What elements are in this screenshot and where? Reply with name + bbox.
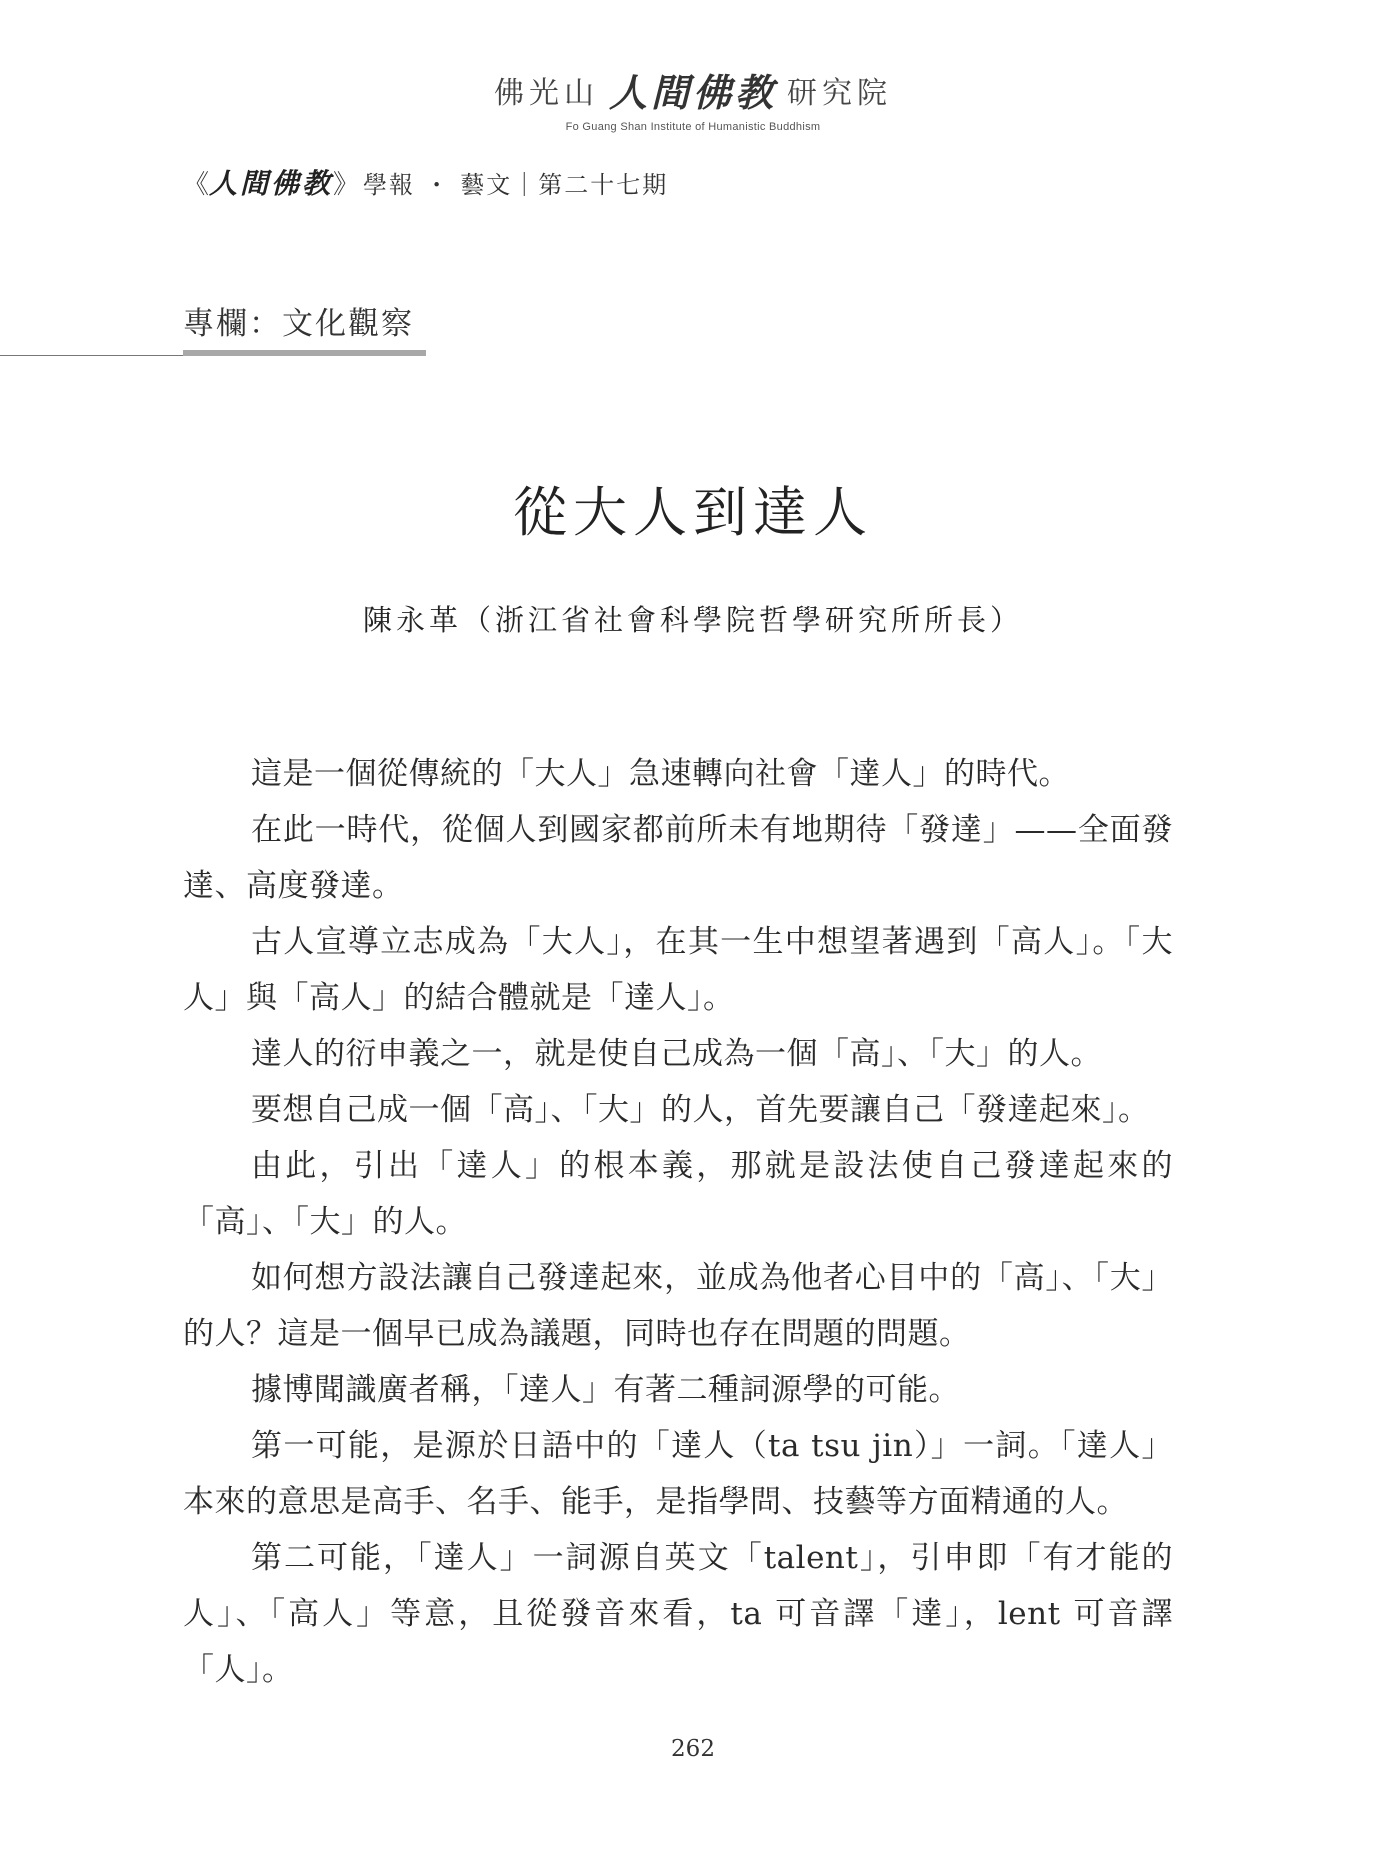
institute-header: [0, 62, 1386, 133]
paragraph: 第一可能，是源於日語中的「達人（ta tsu jin）」一詞。「達人」本來的意思是高手、名手、能手，是指學問、技藝等方面精通的人。: [183, 1428, 1173, 1520]
paragraph: 如何想方設法讓自己發達起來，並成為他者心目中的「高」、「大」的人？這是一個早已成為議題，同時也存在問題的問題。: [183, 1260, 1173, 1352]
journal-right-bracket: 》: [333, 169, 360, 200]
journal-left-bracket: 《: [183, 169, 210, 200]
paragraph: 由此，引出「達人」的根本義，那就是設法使自己發達起來的「高」、「大」的人。: [183, 1148, 1173, 1240]
paragraph: 古人宣導立志成為「大人」，在其一生中想望著遇到「高人」。「大人」與「高人」的結合體就是「達人」。: [183, 924, 1173, 1016]
article-author: 陳永革（浙江省社會科學院哲學研究所所長）: [362, 603, 1023, 637]
paragraph: 據博聞識廣者稱，「達人」有著二種詞源學的可能。: [251, 1372, 960, 1408]
page-number: 262: [671, 1736, 715, 1762]
article-title: 從大人到達人: [513, 481, 873, 544]
journal-running-head: [183, 162, 668, 202]
journal-issue: 學報 ・ 藝文｜第二十七期: [363, 170, 669, 199]
paragraph: 這是一個從傳統的「大人」急速轉向社會「達人」的時代。: [251, 756, 1070, 792]
article-body: [183, 746, 1173, 1698]
column-divider-line: [0, 355, 183, 356]
institute-brand-logo: 人間佛教: [608, 71, 777, 115]
institute-name: [494, 62, 892, 117]
institute-english-name: Fo Guang Shan Institute of Humanistic Buddhism: [565, 121, 821, 133]
paragraph: 達人的衍申義之一，就是使自己成為一個「高」、「大」的人。: [251, 1036, 1102, 1072]
column-label: 專欄：文化觀察: [183, 306, 414, 342]
journal-brand-logo: 人間佛教: [209, 167, 334, 200]
column-underline-bar: [183, 350, 426, 356]
institute-name-pre: 佛光山: [493, 75, 599, 111]
paragraph: 在此一時代，從個人到國家都前所未有地期待「發達」——全面發達、高度發達。: [183, 812, 1173, 904]
paragraph: 要想自己成一個「高」、「大」的人，首先要讓自己「發達起來」。: [251, 1092, 1150, 1128]
paragraph: 第二可能，「達人」一詞源自英文「talent」，引申即「有才能的人」、「高人」等意，且從發音來看，ta 可音譯「達」，lent 可音譯「人」。: [183, 1540, 1173, 1688]
institute-name-post: 研究院: [787, 75, 892, 111]
